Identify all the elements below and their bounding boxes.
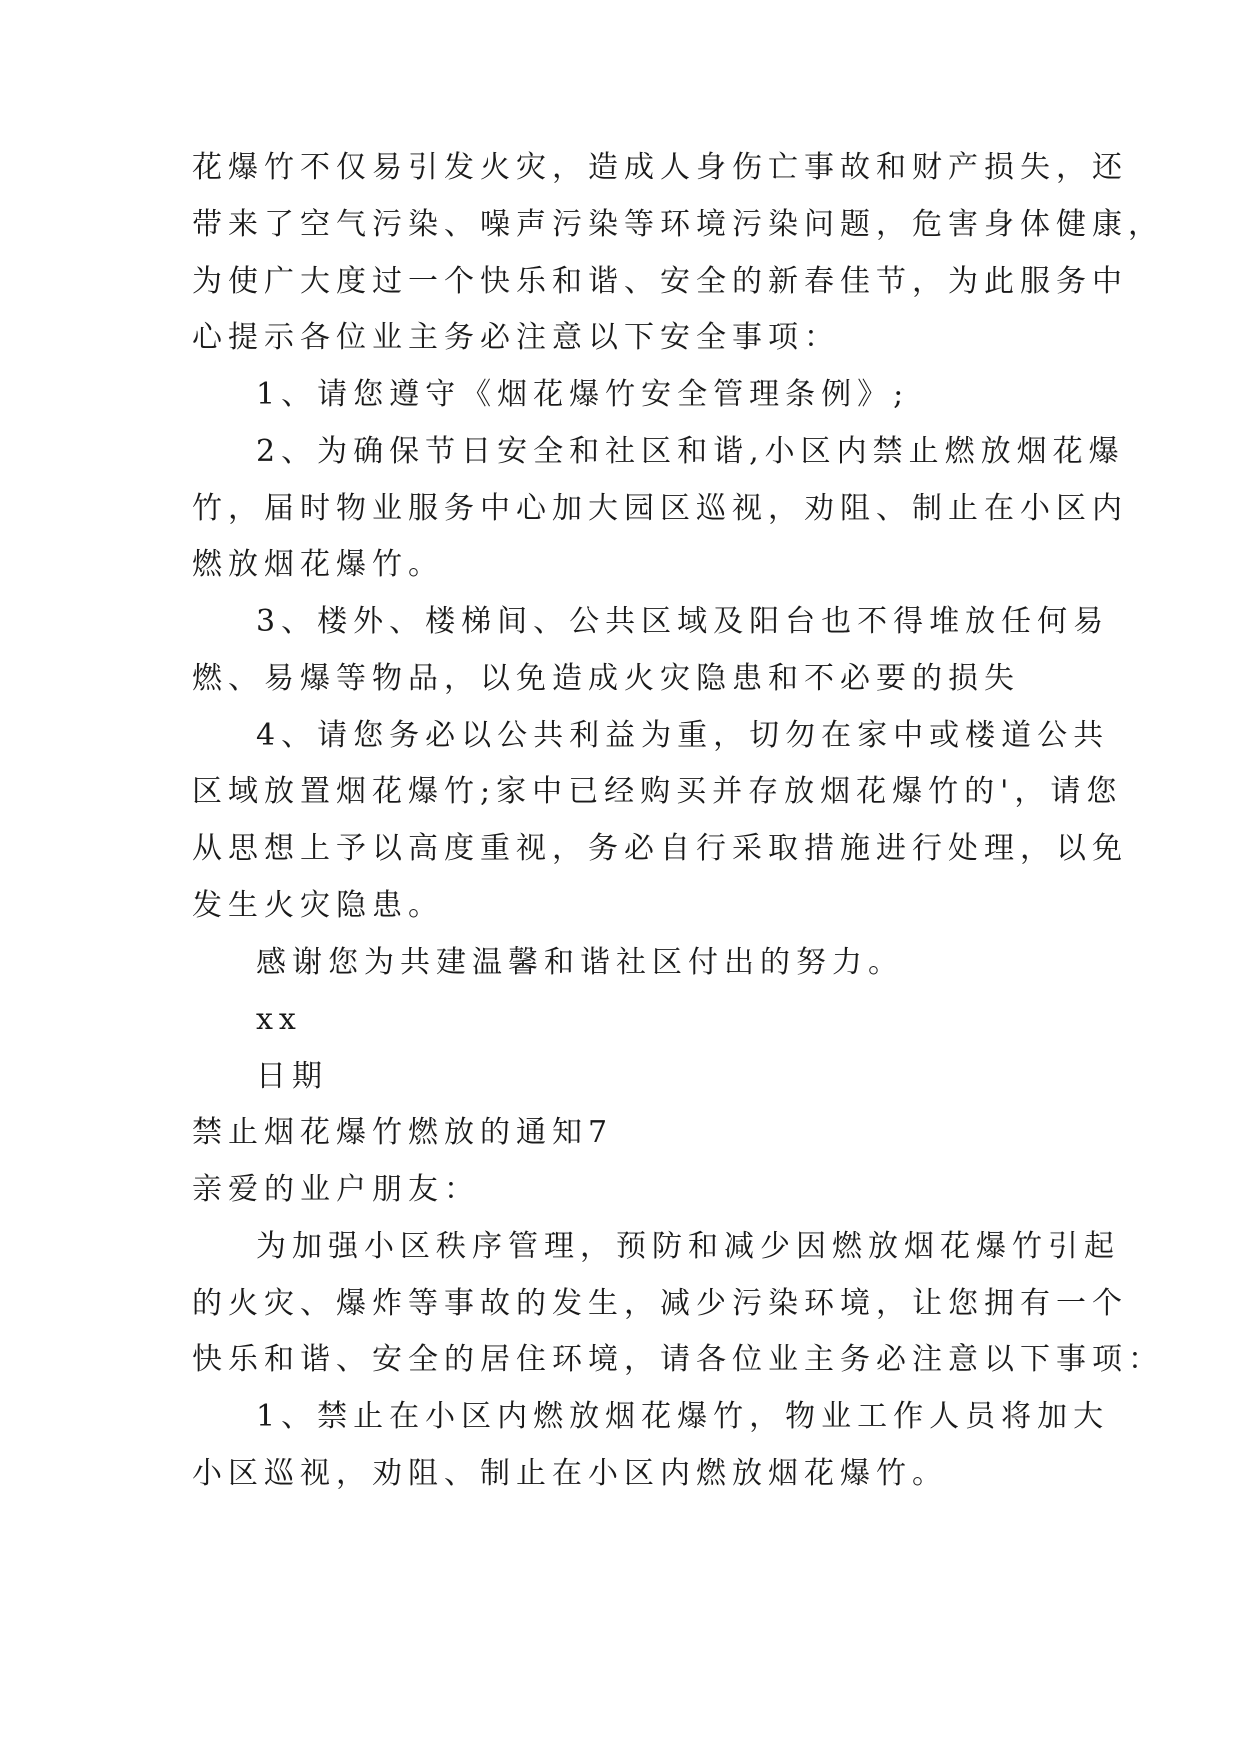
salutation: 亲爱的业户朋友： [192,1172,480,1207]
paragraph-line: 从思想上予以高度重视，务必自行采取措施进行处理，以免 [192,831,1128,866]
paragraph-line: 心提示各位业主务必注意以下安全事项： [192,320,840,355]
thanks-line: 感谢您为共建温馨和谐社区付出的努力。 [256,945,904,980]
paragraph-line: 燃、易爆等物品，以免造成火灾隐患和不必要的损失 [192,661,1020,696]
list-item-1: 1、请您遵守《烟花爆竹安全管理条例》; [256,377,910,412]
section-title: 禁止烟花爆竹燃放的通知7 [192,1115,614,1150]
paragraph-line: 快乐和谐、安全的居住环境，请各位业主务必注意以下事项： [192,1342,1164,1377]
paragraph-line: 带来了空气污染、噪声污染等环境污染问题，危害身体健康， [192,207,1164,242]
list-item-1: 1、禁止在小区内燃放烟花爆竹，物业工作人员将加大 [256,1399,1110,1434]
paragraph-line: 发生火灾隐患。 [192,888,444,923]
paragraph-line: 燃放烟花爆竹。 [192,547,444,582]
paragraph-line: 花爆竹不仅易引发火灾，造成人身伤亡事故和财产损失，还 [192,150,1128,185]
paragraph-line: 的火灾、爆炸等事故的发生，减少污染环境，让您拥有一个 [192,1286,1128,1321]
paragraph-line: 为加强小区秩序管理，预防和减少因燃放烟花爆竹引起 [256,1229,1120,1264]
signature-name: xx [256,1002,302,1037]
signature-date: 日期 [256,1059,328,1094]
list-item-4: 4、请您务必以公共利益为重，切勿在家中或楼道公共 [256,718,1110,753]
list-item-3: 3、楼外、楼梯间、公共区域及阳台也不得堆放任何易 [256,604,1110,639]
list-item-2: 2、为确保节日安全和社区和谐,小区内禁止燃放烟花爆 [256,434,1125,469]
paragraph-line: 为使广大度过一个快乐和谐、安全的新春佳节，为此服务中 [192,264,1128,299]
paragraph-line: 区域放置烟花爆竹;家中已经购买并存放烟花爆竹的'，请您 [192,774,1123,809]
paragraph-line: 小区巡视，劝阻、制止在小区内燃放烟花爆竹。 [192,1456,948,1491]
paragraph-line: 竹，届时物业服务中心加大园区巡视，劝阻、制止在小区内 [192,491,1128,526]
